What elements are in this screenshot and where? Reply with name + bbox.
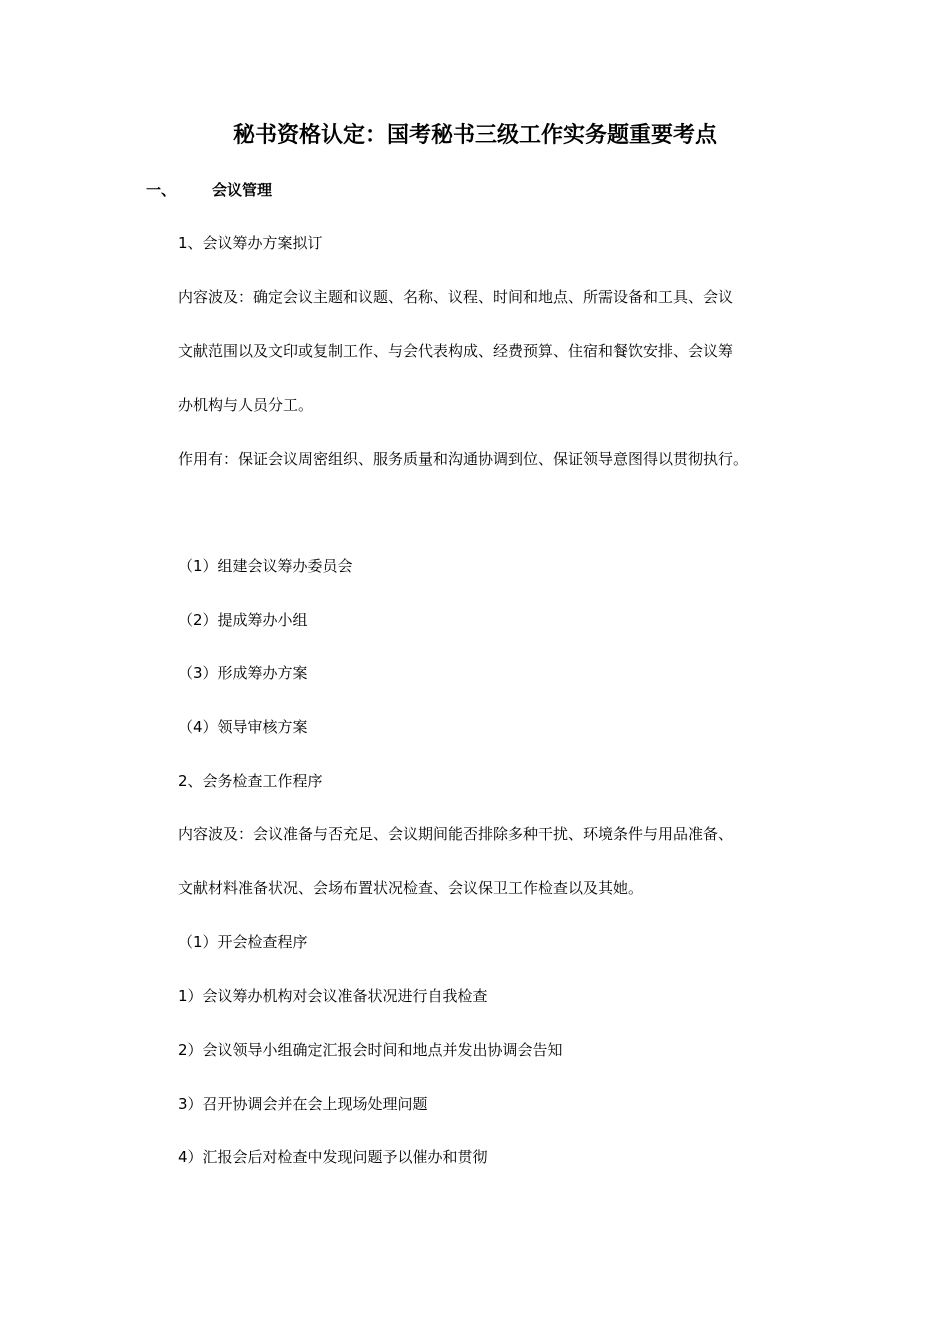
subheading-1: 1、会议筹办方案拟订	[178, 234, 323, 252]
subheading-2: 2、会务检查工作程序	[178, 772, 323, 790]
list-item: 2）会议领导小组确定汇报会时间和地点并发出协调会告知	[178, 1041, 563, 1059]
document-title: 秘书资格认定：国考秘书三级工作实务题重要考点	[232, 123, 717, 148]
section-number: 一、	[146, 181, 177, 199]
paragraph-line: 内容波及：确定会议主题和议题、名称、议程、时间和地点、所需设备和工具、会议	[178, 288, 734, 306]
paragraph-line: 作用有：保证会议周密组织、服务质量和沟通协调到位、保证领导意图得以贯彻执行。	[178, 450, 749, 468]
list-item: 4）汇报会后对检查中发现问题予以催办和贯彻	[178, 1148, 488, 1166]
paragraph-line: 办机构与人员分工。	[178, 396, 314, 414]
section-label: 会议管理	[212, 181, 273, 199]
paragraph-line: 文献材料准备状况、会场布置状况检查、会议保卫工作检查以及其她。	[178, 879, 644, 897]
list-item: 3）召开协调会并在会上现场处理问题	[178, 1095, 428, 1113]
list-item: （2）提成筹办小组	[178, 611, 308, 629]
list-item: （1）组建会议筹办委员会	[178, 557, 353, 575]
list-item: （1）开会检查程序	[178, 933, 308, 951]
list-item: （4）领导审核方案	[178, 718, 308, 736]
paragraph-line: 文献范围以及文印或复制工作、与会代表构成、经费预算、住宿和餐饮安排、会议筹	[178, 342, 734, 360]
section-heading	[146, 178, 272, 202]
paragraph-line: 内容波及：会议准备与否充足、会议期间能否排除多种干扰、环境条件与用品准备、	[178, 825, 734, 843]
list-item: （3）形成筹办方案	[178, 664, 308, 682]
list-item: 1）会议筹办机构对会议准备状况进行自我检查	[178, 987, 488, 1005]
